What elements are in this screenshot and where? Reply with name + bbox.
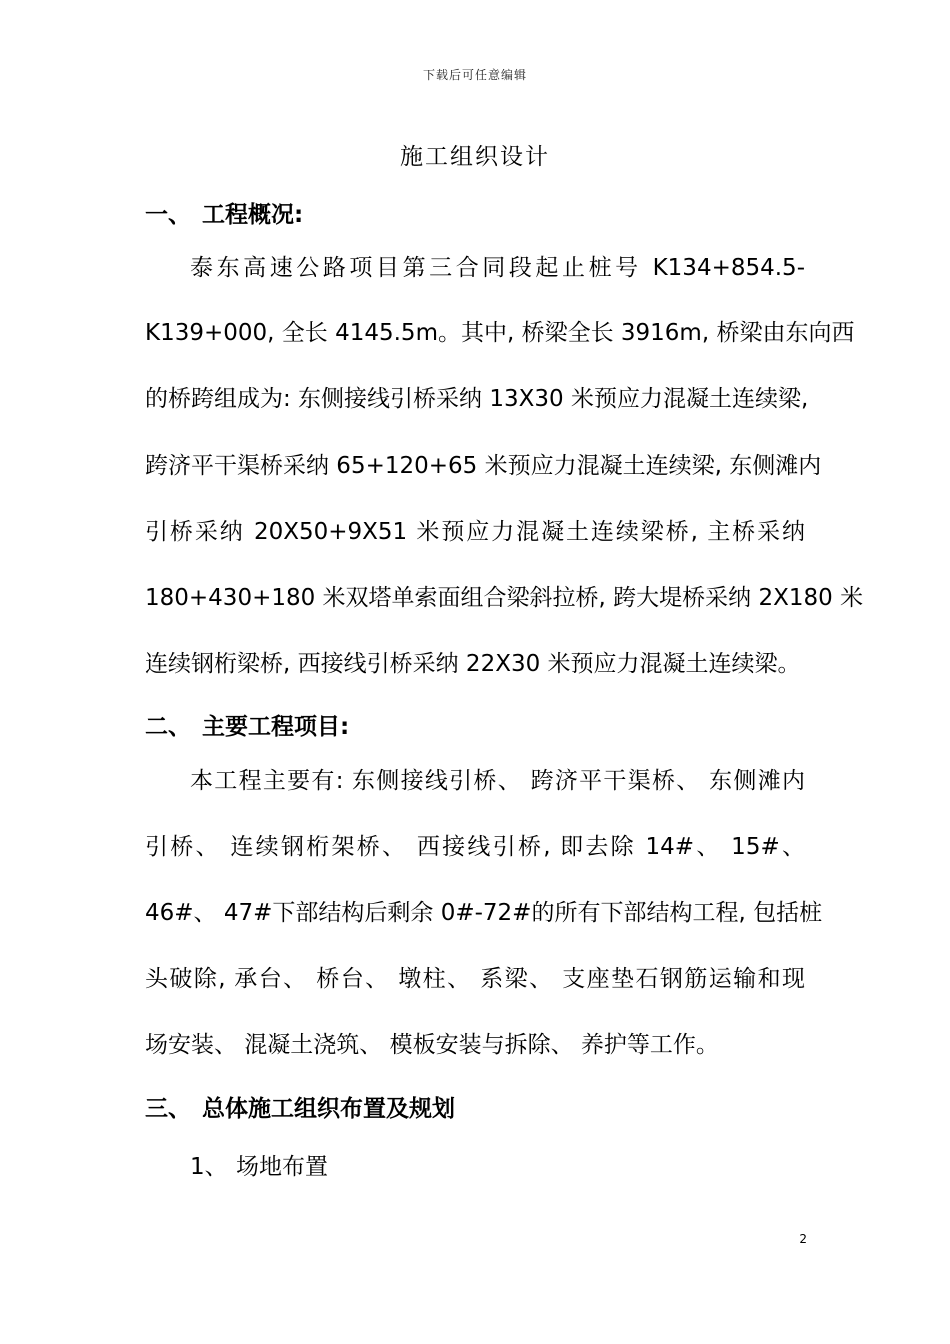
section-1-line: 跨济平干渠桥采纳 65+120+65 米预应力混凝土连续梁, 东侧滩内 bbox=[145, 453, 822, 479]
section-2-line: 场安装、 混凝土浇筑、 模板安装与拆除、 养护等工作。 bbox=[145, 1032, 719, 1058]
page-number: 2 bbox=[799, 1232, 807, 1246]
section-1-line: 连续钢桁梁桥, 西接线引桥采纳 22X30 米预应力混凝土连续梁。 bbox=[145, 651, 801, 677]
section-2-number: 二、 bbox=[145, 714, 191, 740]
section-1-title: 工程概况: bbox=[202, 202, 304, 228]
subsection-3-1 bbox=[190, 1148, 328, 1181]
subsection-3-1-number: 1、 bbox=[190, 1154, 228, 1180]
section-3-number: 三、 bbox=[145, 1096, 191, 1122]
section-1-line: K139+000, 全长 4145.5m。其中, 桥梁全长 3916m, 桥梁由东向西 bbox=[145, 320, 855, 346]
subsection-3-1-label: 场地布置 bbox=[236, 1154, 328, 1180]
section-2-line: 引桥、 连续钢桁架桥、 西接线引桥, 即去除 14#、 15#、 bbox=[145, 834, 805, 860]
section-1-number: 一、 bbox=[145, 202, 191, 228]
section-2-line: 本工程主要有: 东侧接线引桥、 跨济平干渠桥、 东侧滩内 bbox=[190, 768, 805, 794]
header-note: 下载后可任意编辑 bbox=[422, 68, 527, 82]
section-1-line: 180+430+180 米双塔单索面组合梁斜拉桥, 跨大堤桥采纳 2X180 米 bbox=[145, 585, 864, 611]
section-2-title: 主要工程项目: bbox=[202, 714, 350, 740]
section-1-heading bbox=[145, 196, 303, 229]
section-1-line: 引桥采纳 20X50+9X51 米预应力混凝土连续梁桥, 主桥采纳 bbox=[145, 519, 805, 545]
section-1-line: 的桥跨组成为: 东侧接线引桥采纳 13X30 米预应力混凝土连续梁, bbox=[145, 386, 809, 412]
section-2-line: 头破除, 承台、 桥台、 墩柱、 系梁、 支座垫石钢筋运输和现 bbox=[145, 966, 805, 992]
section-2-heading bbox=[145, 708, 349, 741]
section-3-title: 总体施工组织布置及规划 bbox=[202, 1096, 455, 1122]
section-2-line: 46#、 47#下部结构后剩余 0#-72#的所有下部结构工程, 包括桩 bbox=[145, 900, 823, 926]
document-title: 施工组织设计 bbox=[400, 144, 550, 170]
section-1-line: 泰东高速公路项目第三合同段起止桩号 K134+854.5- bbox=[190, 255, 805, 281]
section-3-heading bbox=[145, 1090, 455, 1123]
